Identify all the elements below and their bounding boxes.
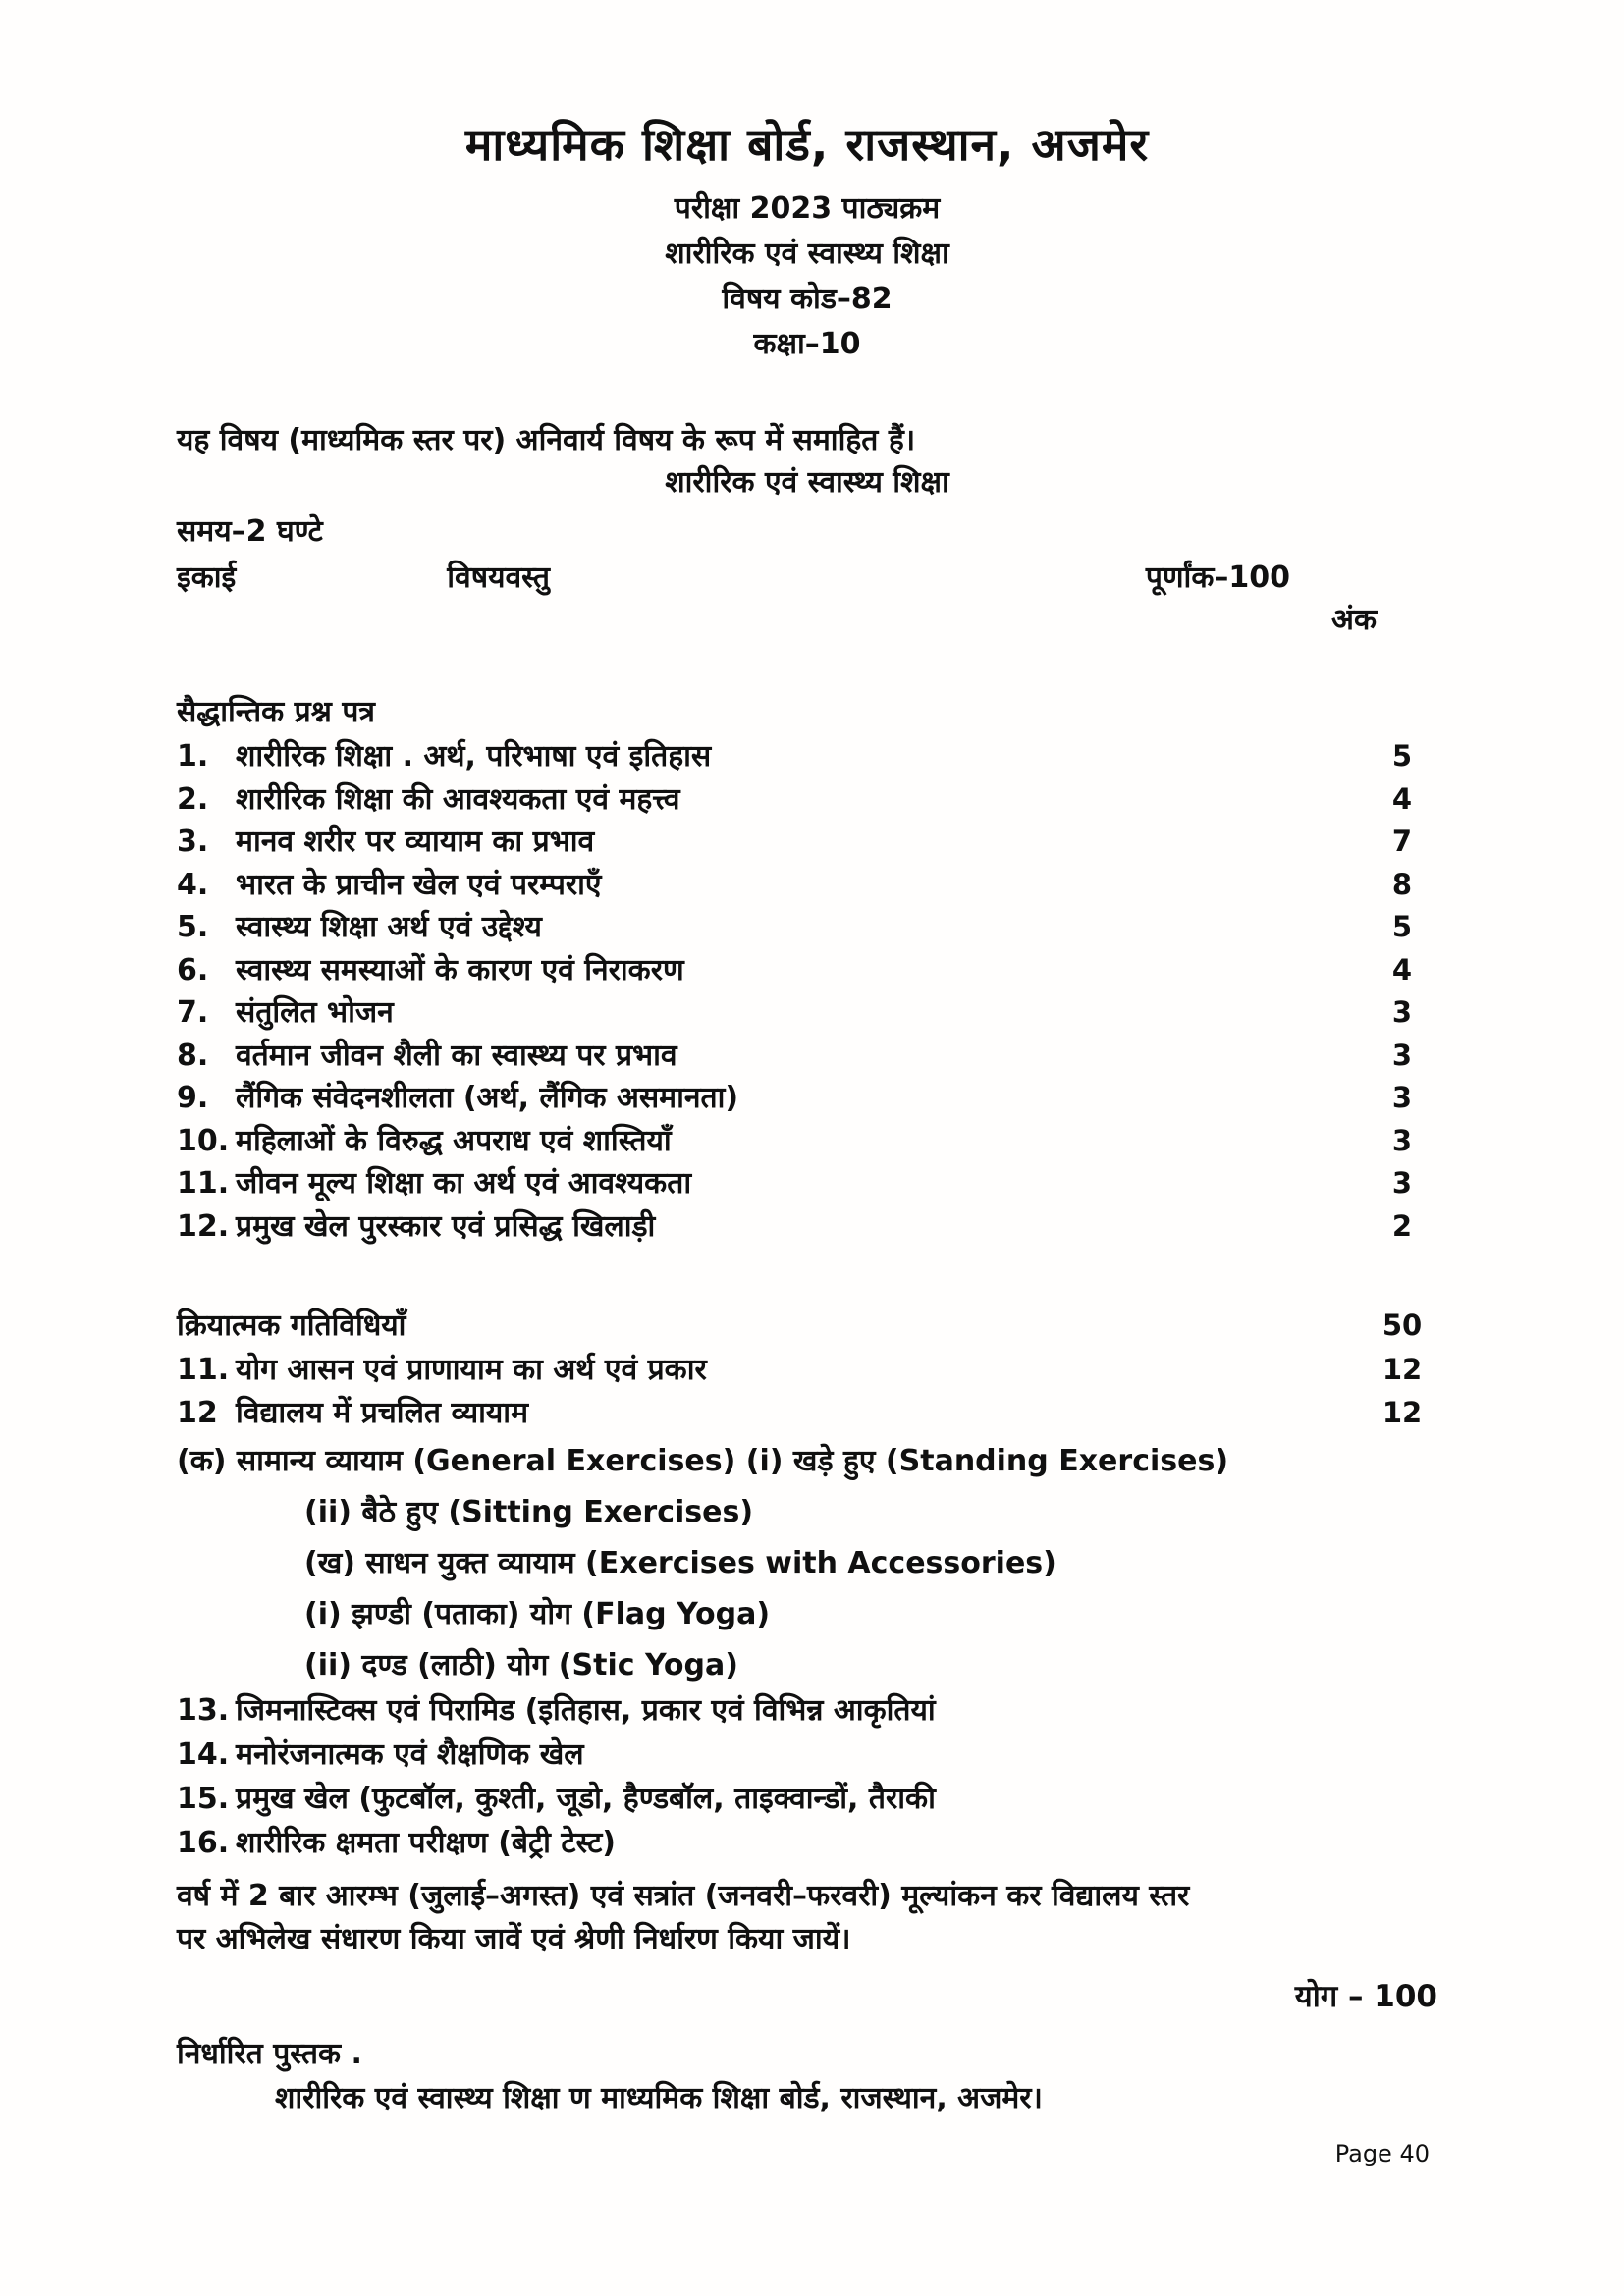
item-number: 8.: [177, 1038, 209, 1073]
section-marks: 50: [1381, 1308, 1423, 1342]
table-row: [177, 1348, 1437, 1391]
item-marks: 5: [1391, 739, 1413, 773]
item-number: 6.: [177, 952, 209, 988]
table-row: [177, 777, 1437, 821]
item-number: 4.: [177, 867, 209, 902]
item-number: 10.: [177, 1123, 230, 1158]
item-number: 12: [177, 1395, 218, 1430]
item-text: जिमनास्टिक्स एवं पिरामिड (इतिहास, प्रकार एवं विभिन्न आकृतियां: [236, 1693, 936, 1728]
evaluation-note-line1: वर्ष में 2 बार आरम्भ (जुलाई–अगस्त) एवं सत्रांत (जनवरी–फरवरी) मूल्यांकन कर विद्यालय स्तर: [177, 1879, 1190, 1913]
class-line: कक्षा–10: [753, 327, 861, 361]
page-title: माध्यमिक शिक्षा बोर्ड, राजस्थान, अजमेर: [464, 118, 1150, 171]
practical-section-heading-row: [177, 1304, 1437, 1348]
item-marks: 8: [1391, 867, 1413, 901]
item-marks: 4: [1391, 952, 1413, 987]
item-number: 3.: [177, 825, 209, 859]
item-text: लैंगिक संवेदनशीलता (अर्थ, लैंगिक असमानता): [236, 1081, 739, 1115]
item-number: 5.: [177, 910, 209, 944]
item-text: संतुलित भोजन: [236, 995, 394, 1030]
exercise-sub-item: (i) झण्डी (पताका) योग (Flag Yoga): [304, 1596, 771, 1631]
item-number: 16.: [177, 1826, 230, 1860]
item-marks: 4: [1391, 781, 1413, 816]
table-row: [177, 990, 1437, 1034]
item-number: 15.: [177, 1782, 230, 1816]
exercise-sub-item: (ख) साधन युक्त व्यायाम (Exercises with Accessories): [304, 1545, 1056, 1580]
item-text: वर्तमान जीवन शैली का स्वास्थ्य पर प्रभाव: [236, 1038, 677, 1073]
intro-subject-center: शारीरिक एवं स्वास्थ्य शिक्षा: [665, 465, 949, 500]
item-marks: 3: [1391, 995, 1413, 1029]
item-number: 9.: [177, 1081, 209, 1115]
item-text: शारीरिक शिक्षा . अर्थ, परिभाषा एवं इतिहास: [236, 739, 712, 774]
table-row: [177, 1161, 1437, 1204]
item-number: 13.: [177, 1693, 230, 1728]
table-row: [177, 1821, 1437, 1865]
item-text: शारीरिक शिक्षा की आवश्यकता एवं महत्त्व: [236, 781, 680, 817]
table-row: [177, 734, 1437, 777]
prescribed-book-line: शारीरिक एवं स्वास्थ्य शिक्षा ण माध्यमिक शिक्षा बोर्ड, राजस्थान, अजमेर।: [275, 2081, 1043, 2115]
table-row: [177, 1204, 1437, 1248]
item-text: योग आसन एवं प्राणायाम का अर्थ एवं प्रकार: [236, 1353, 707, 1387]
item-text: स्वास्थ्य शिक्षा अर्थ एवं उद्देश्य: [236, 910, 542, 944]
exam-year-line: परीक्षा 2023 पाठ्यक्रम: [674, 191, 941, 226]
item-text: मनोरंजनात्मक एवं शैक्षणिक खेल: [236, 1737, 584, 1772]
item-marks: 2: [1391, 1208, 1413, 1243]
item-text: प्रमुख खेल पुरस्कार एवं प्रसिद्ध खिलाड़ी: [236, 1208, 656, 1244]
item-text: भारत के प्राचीन खेल एवं परम्पराएँ: [236, 867, 602, 902]
evaluation-note-line2: पर अभिलेख संधारण किया जावें एवं श्रेणी निर्धारण किया जायें।: [177, 1922, 851, 1956]
item-text: प्रमुख खेल (फुटबॉल, कुश्ती, जूडो, हैण्डबॉल, ताइक्वान्डों, तैराकी: [236, 1782, 936, 1816]
item-text: महिलाओं के विरुद्ध अपराध एवं शास्तियाँ: [236, 1123, 672, 1158]
table-header-row: [177, 556, 1437, 601]
table-row: [177, 1777, 1437, 1821]
exercise-sub-item: (क) सामान्य व्यायाम (General Exercises) (i) खड़े हुए (Standing Exercises): [177, 1443, 1229, 1478]
item-text: जीवन मूल्य शिक्षा का अर्थ एवं आवश्यकता: [236, 1166, 692, 1201]
item-number: 14.: [177, 1737, 230, 1772]
table-row: [177, 1391, 1437, 1434]
item-marks: 7: [1391, 825, 1413, 858]
table-row: [177, 905, 1437, 948]
item-number: 11.: [177, 1166, 230, 1201]
item-number: 11.: [177, 1353, 230, 1387]
item-number: 2.: [177, 781, 209, 817]
item-text: स्वास्थ्य समस्याओं के कारण एवं निराकरण: [236, 952, 684, 988]
item-number: 12.: [177, 1208, 230, 1244]
exercise-sub-item: (ii) दण्ड (लाठी) योग (Stic Yoga): [304, 1647, 738, 1682]
marks-column-label: अंक: [1331, 603, 1377, 637]
item-text: विद्यालय में प्रचलित व्यायाम: [236, 1395, 529, 1430]
table-row: [177, 1076, 1437, 1119]
subject-code-line: विषय कोड–82: [722, 282, 893, 316]
total-marks-line: योग – 100: [1294, 1979, 1437, 2014]
item-marks: 3: [1391, 1081, 1413, 1114]
item-marks: 12: [1381, 1395, 1423, 1429]
table-row: [177, 1119, 1437, 1162]
practical-section-heading: क्रियात्मक गतिविधियाँ: [177, 1308, 406, 1343]
theory-section-heading: सैद्धान्तिक प्रश्न पत्र: [177, 695, 375, 729]
item-marks: 3: [1391, 1038, 1413, 1072]
time-line: समय–2 घण्टे: [177, 514, 323, 549]
subject-name-line: शारीरिक एवं स्वास्थ्य शिक्षा: [665, 237, 949, 271]
item-number: 7.: [177, 995, 209, 1030]
table-row: [177, 948, 1437, 991]
item-marks: 12: [1381, 1353, 1423, 1386]
intro-note: यह विषय (माध्यमिक स्तर पर) अनिवार्य विषय के रूप में समाहित हैं।: [177, 423, 916, 457]
table-row: [177, 1034, 1437, 1077]
item-number: 1.: [177, 739, 209, 774]
table-row: [177, 1733, 1437, 1777]
table-row: [177, 1688, 1437, 1733]
table-row: [177, 820, 1437, 863]
header-subtitles: [177, 187, 1437, 367]
table-row: [177, 863, 1437, 906]
unit-column-label: इकाई: [177, 561, 237, 595]
evaluation-note: [177, 1875, 1437, 1961]
content-column-label: विषयवस्तु: [447, 561, 550, 595]
page-number: Page 40: [1334, 2140, 1430, 2167]
exercise-sub-item: (ii) बैठे हुए (Sitting Exercises): [304, 1494, 754, 1529]
item-marks: 5: [1391, 910, 1413, 943]
item-marks: 3: [1391, 1166, 1413, 1200]
prescribed-book-heading: निर्धारित पुस्तक .: [177, 2037, 362, 2071]
item-text: मानव शरीर पर व्यायाम का प्रभाव: [236, 825, 595, 859]
max-marks-label: पूर्णांक–100: [1145, 561, 1290, 595]
item-marks: 3: [1391, 1123, 1413, 1157]
item-text: शारीरिक क्षमता परीक्षण (बेट्री टेस्ट): [236, 1826, 617, 1860]
